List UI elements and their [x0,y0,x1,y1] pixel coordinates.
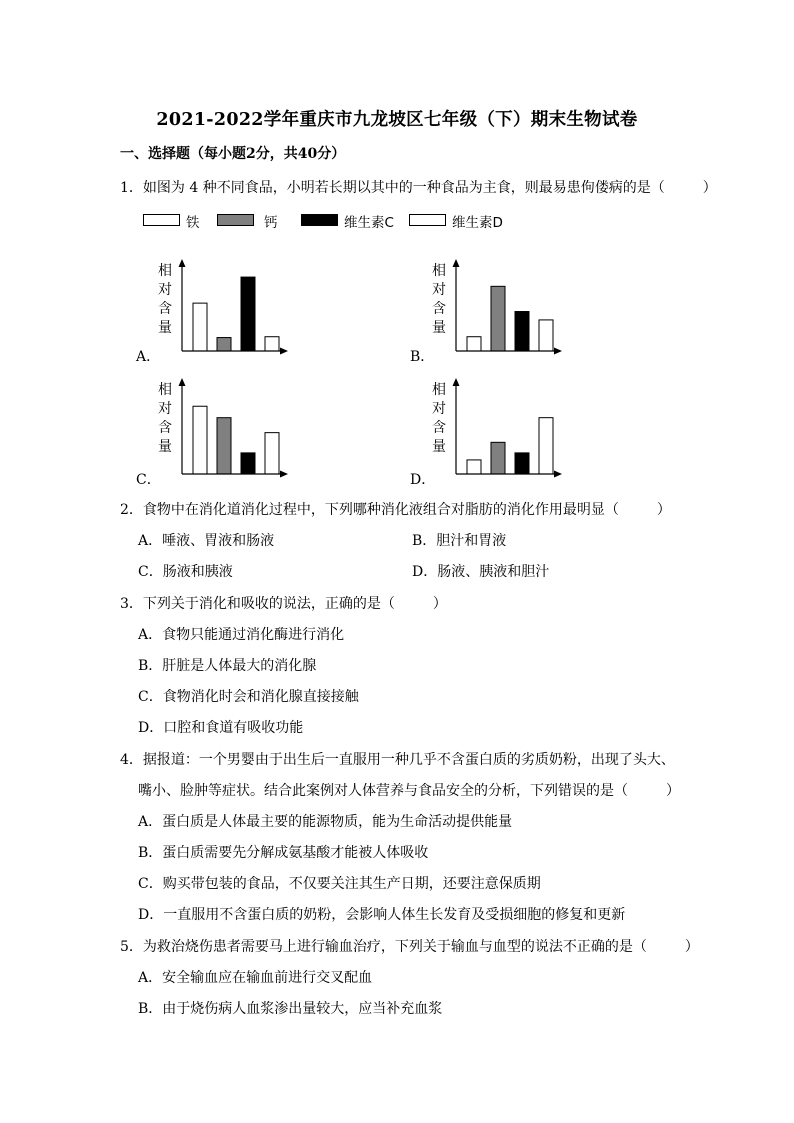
chart-option-letter: B． [410,349,435,365]
bar-calcium [217,418,231,474]
y-axis-arrow [453,378,460,386]
question-2-option-b[interactable]: B．胆汁和胃液 [412,533,507,549]
x-axis-arrow [554,471,562,478]
y-axis-label-char: 相 [158,263,172,279]
y-axis-label-char: 含 [158,301,172,317]
bar-vitamin-c [515,312,529,351]
question-4-option-d[interactable]: D．一直服用不含蛋白质的奶粉，会影响人体生长发育及受损细胞的修复和更新 [138,907,626,923]
y-axis-label-char: 相 [432,382,446,398]
legend-swatch-vitamin-d [409,214,446,226]
bar-iron [467,337,481,351]
question-5-option-b[interactable]: B．由于烧伤病人血浆渗出量较大，应当补充血浆 [138,1001,443,1017]
y-axis-label-char: 量 [158,320,172,336]
y-axis-label-char: 对 [158,401,172,417]
question-4-stem-line-1: 4．据报道：一个男婴由于出生后一直服用一种几乎不含蛋白质的劣质奶粉，出现了头大、 [120,752,675,768]
y-axis-label-char: 对 [158,282,172,298]
question-2-option-a[interactable]: A．唾液、胃液和肠液 [138,533,275,549]
legend-swatch-calcium [217,214,254,226]
question-5-stem: 5．为救治烧伤患者需要马上进行输血治疗，下列关于输血与血型的说法不正确的是（ ） [120,939,699,955]
question-3-option-d[interactable]: D．口腔和食道有吸收功能 [138,720,304,736]
y-axis-label-char: 量 [432,439,446,455]
bar-calcium [491,442,505,474]
y-axis-arrow [179,259,186,267]
y-axis-label-char: 含 [432,420,446,436]
bar-vitamin-d [265,337,279,351]
bar-vitamin-c [241,453,255,474]
y-axis-label-char: 含 [432,301,446,317]
bar-vitamin-d [539,320,553,351]
legend-swatch-vitamin-c [301,214,338,226]
question-2-stem: 2．食物中在消化道消化过程中，下列哪种消化液组合对脂肪的消化作用最明显（ ） [120,502,671,518]
section-heading: 一、选择题（每小题2分，共40分） [120,146,346,162]
question-4-option-a[interactable]: A．蛋白质是人体最主要的能源物质，能为生命活动提供能量 [138,814,513,830]
y-axis-label-char: 量 [432,320,446,336]
y-axis-label-char: 含 [158,420,172,436]
y-axis-arrow [179,378,186,386]
paper-title: 2021-2022学年重庆市九龙坡区七年级（下）期末生物试卷 [156,110,638,130]
question-1-stem: 1．如图为 4 种不同食品，小明若长期以其中的一种食品为主食，则最易患佝偻病的是（ ） [120,180,717,196]
chart-option-d [410,374,580,488]
bar-vitamin-c [241,277,255,351]
y-axis-label-char: 相 [158,382,172,398]
x-axis-arrow [280,348,288,355]
bar-vitamin-d [539,418,553,474]
question-5-option-a[interactable]: A．安全输血应在输血前进行交叉配血 [138,970,373,986]
question-3-option-a[interactable]: A．食物只能通过消化酶进行消化 [138,627,345,643]
question-3-option-c[interactable]: C．食物消化时会和消化腺直接接触 [138,689,359,705]
chart-option-c [136,374,306,488]
chart-option-a [136,255,306,365]
bar-calcium [491,286,505,351]
y-axis-label-char: 相 [432,263,446,279]
bar-vitamin-c [515,453,529,474]
question-4-option-b[interactable]: B．蛋白质需要先分解成氨基酸才能被人体吸收 [138,845,429,861]
bar-vitamin-d [265,433,279,474]
y-axis-label-char: 量 [158,439,172,455]
bar-iron [193,303,207,351]
legend-swatch-iron [143,214,180,226]
bar-calcium [217,338,231,351]
chart-option-letter: A． [136,349,161,365]
chart-option-letter: C． [136,472,161,488]
chart-option-b [410,255,580,365]
bar-iron [467,460,481,474]
question-4-option-c[interactable]: C．购买带包装的食品，不仅要关注其生产日期，还要注意保质期 [138,876,541,892]
bar-iron [193,406,207,474]
question-3-stem: 3．下列关于消化和吸收的说法，正确的是（ ） [120,596,447,612]
y-axis-arrow [453,259,460,267]
question-4-stem-line-2: 嘴小、脸肿等症状。结合此案例对人体营养与食品安全的分析，下列错误的是（ ） [138,783,680,799]
y-axis-label-char: 对 [432,282,446,298]
chart-option-letter: D． [410,472,436,488]
x-axis-arrow [280,471,288,478]
question-3-option-b[interactable]: B．肝脏是人体最大的消化腺 [138,658,317,674]
question-2-option-c[interactable]: C．肠液和胰液 [138,564,233,580]
x-axis-arrow [554,348,562,355]
y-axis-label-char: 对 [432,401,446,417]
question-2-option-d[interactable]: D．肠液、胰液和胆汁 [412,564,550,580]
